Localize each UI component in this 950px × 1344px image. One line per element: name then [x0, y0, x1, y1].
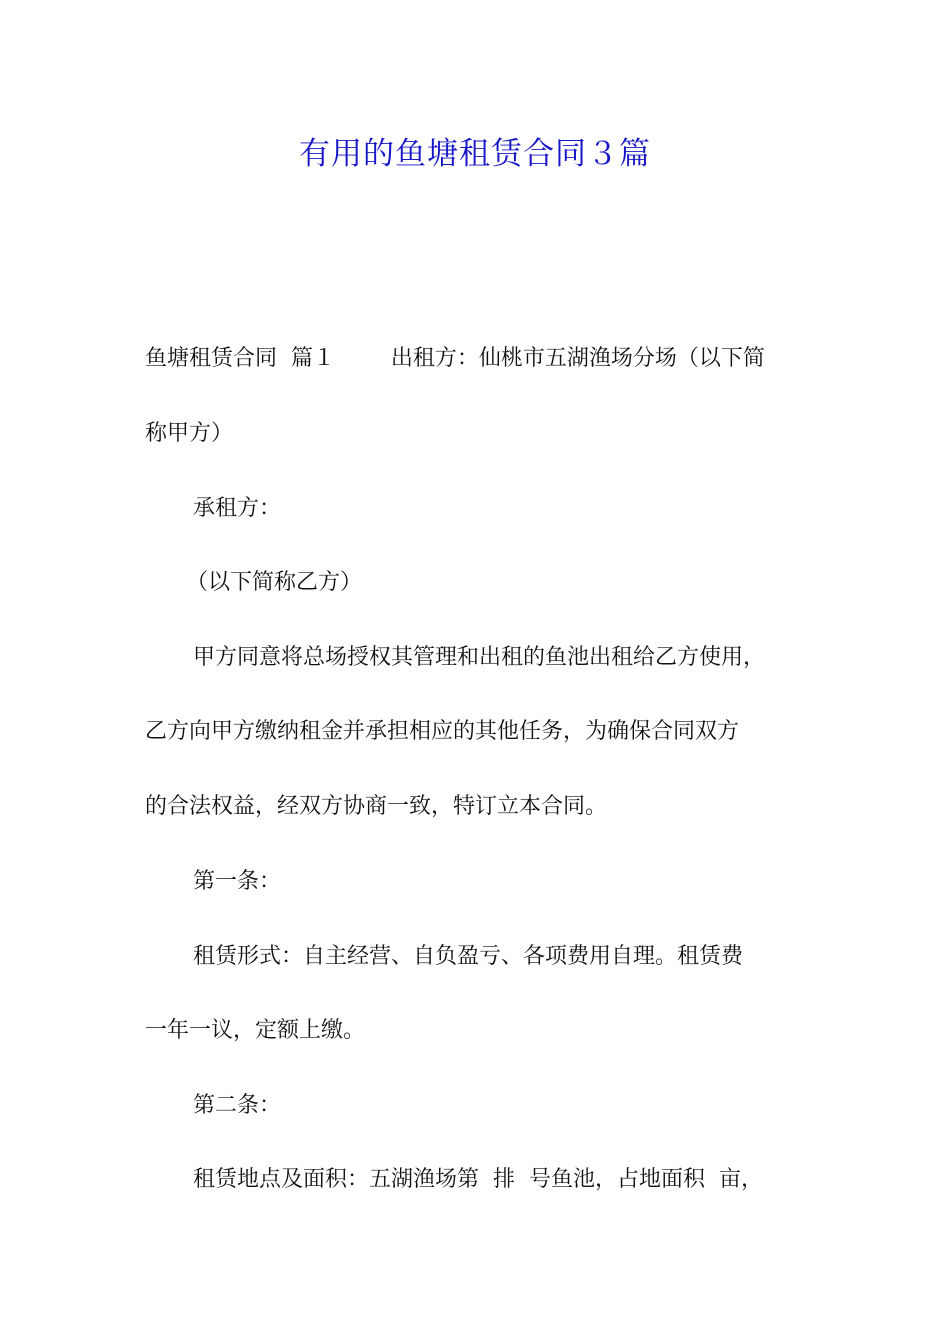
- article-one-line-2: 一年一议，定额上缴。: [145, 1018, 366, 1043]
- preamble-line-3: 的合法权益，经双方协商一致，特订立本合同。: [145, 794, 608, 819]
- party-a-continuation: 称甲方）: [145, 421, 234, 446]
- party-b-note: （以下简称乙方）: [186, 570, 363, 595]
- preamble-line-2: 乙方向甲方缴纳租金并承担相应的其他任务，为确保合同双方: [145, 719, 740, 744]
- article-one-line-1: 租赁形式：自主经营、自负盈亏、各项费用自理。租赁费: [193, 944, 744, 969]
- contract-heading-line: 鱼塘租赁合同 篇１ 出租方：仙桃市五湖渔场分场（以下简: [145, 346, 765, 371]
- lessee-label: 承租方：: [193, 496, 282, 521]
- article-two-line-1: 租赁地点及面积：五湖渔场第 排 号鱼池，占地面积 亩，: [193, 1167, 763, 1192]
- article-two-heading: 第二条：: [193, 1093, 282, 1118]
- article-one-heading: 第一条：: [193, 869, 282, 894]
- preamble-line-1: 甲方同意将总场授权其管理和出租的鱼池出租给乙方使用，: [193, 645, 766, 670]
- document-title: 有用的鱼塘租赁合同３篇: [299, 136, 651, 172]
